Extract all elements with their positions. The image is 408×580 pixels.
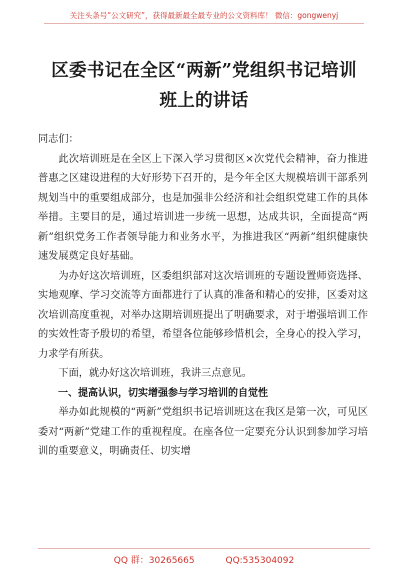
salutation: 同志们： — [38, 134, 79, 145]
header-banner: 关注头条号“公文研究”，获得最新最全最专业的公文资料库！ 微信：gongwenyj — [69, 11, 339, 20]
document-body — [38, 130, 368, 462]
section-heading: 一、提高认识，切实增强参与学习培训的自觉性 — [58, 387, 268, 399]
footer-qq-group: QQ 群：30265665 — [113, 556, 195, 566]
paragraph: 下面，就办好这次培训班，我讲三点意见。 — [58, 368, 252, 379]
footer-qq: QQ:535304092 — [225, 556, 295, 566]
footer-divider — [38, 548, 370, 549]
paragraph: 此次培训班是在全区上下深入学习贯彻区×次党代会精神，奋力推进普惠之区建设进程的大好形势下召开的，是今年全区大规模培训干部系列规划当中的重要组成部分，也是加强非公经济和社会组织党建工作的具体举措。主要目的是，通过培训进一步统一思想，达成共识，全面提高“两新”组织党务工作者领导能力和业务水平，为推进我区“两新”组织健康快速发展奠定良好基础。 — [38, 153, 368, 262]
paragraph: 举办如此规模的“两新”党组织书记培训班这在我区是第一次，可见区委对“两新”党建工作的重视程度。在座各位一定要充分认识到参加学习培训的重要意义，明确责任、切实增 — [38, 407, 368, 457]
document-title — [40, 56, 368, 116]
header-divider — [44, 23, 364, 24]
title-line-1: 区委书记在全区“两新”党组织书记培训 — [51, 61, 357, 81]
footer — [0, 553, 408, 566]
title-line-2: 班上的讲话 — [159, 91, 249, 111]
paragraph: 为办好这次培训班，区委组织部对这次培训班的专题设置师资选择、实地观摩、学习交流等方面都进行了认真的准备和精心的安排，区委对这次培训高度重视，对举办这期培训班提出了明确要求，对于增强培训工作的实效性寄予殷切的希望，希望各位能够珍惜机会，全身心的投入学习，力求学有所获。 — [38, 270, 368, 360]
